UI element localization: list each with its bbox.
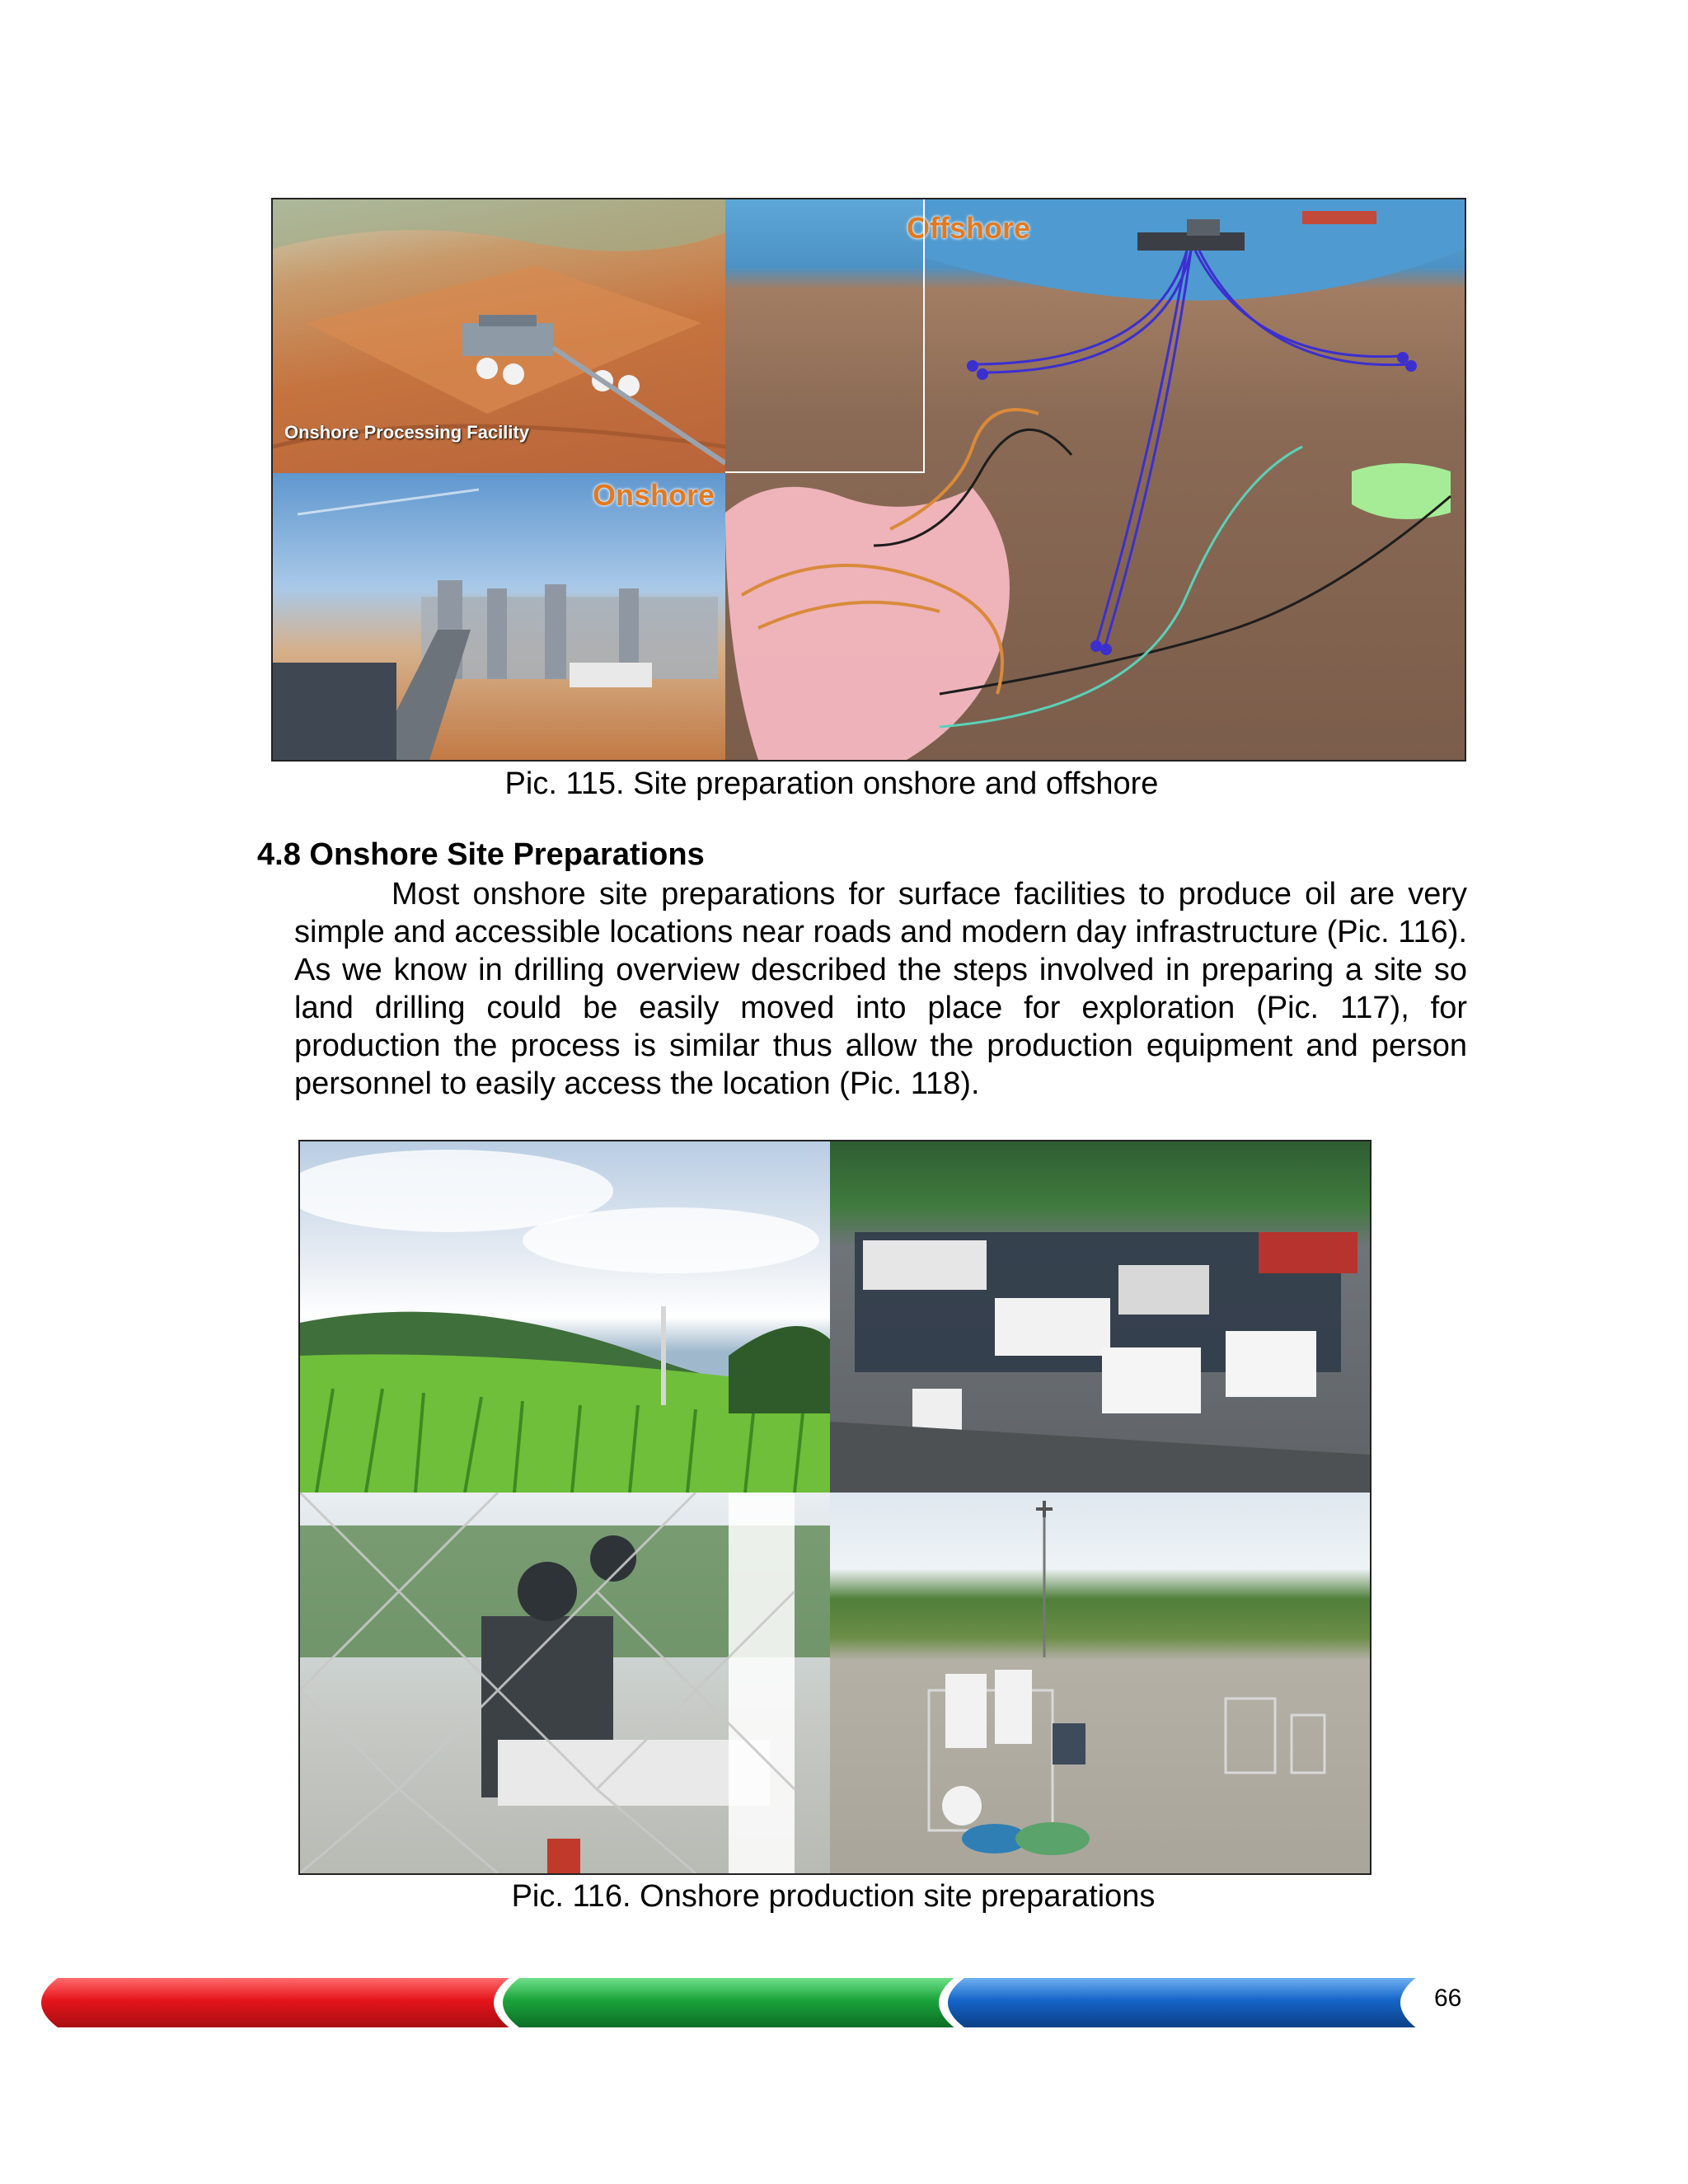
section-heading: 4.8 Onshore Site Preparations	[257, 837, 705, 872]
figure1-caption: Pic. 115. Site preparation onshore and offshore	[504, 766, 1159, 801]
offshore-schematic-image	[725, 199, 1465, 760]
onshore-plant-image	[273, 473, 725, 760]
footer-bar-blue	[948, 1978, 1426, 2027]
cornfield-rig-image	[300, 1141, 830, 1493]
page-number: 66	[1434, 1985, 1462, 2012]
footer-color-bars	[25, 1970, 1442, 2036]
onshore-facility-aerial-image	[273, 199, 725, 473]
frac-trucks-image	[830, 1141, 1370, 1493]
footer-bar-green	[503, 1978, 964, 2027]
onshore-label: Onshore	[593, 478, 715, 512]
onshore-facility-label: Onshore Processing Facility	[284, 422, 530, 443]
offshore-label: Offshore	[907, 211, 1031, 245]
gravel-pad-tanks-image	[830, 1493, 1370, 1873]
figure-onshore-production-sites	[298, 1140, 1372, 1875]
section-paragraph: Most onshore site preparations for surface facilities to produce oil are very simple and accessible locations near roads and modern day infrastructure (Pic. 116). As we know in drilling overview described the steps involved in preparing a site so land drilling could be easily moved into place for exploration (Pic. 117), for production the process is similar thus allow the production equipment and person personnel to easily access the location (Pic. 118).	[294, 877, 1467, 1101]
footer-bar-red	[41, 1978, 519, 2027]
wellhead-fence-image	[300, 1493, 830, 1873]
figure-site-preparation	[271, 198, 1466, 762]
figure2-caption: Pic. 116. Onshore production site preparations	[511, 1879, 1156, 1914]
